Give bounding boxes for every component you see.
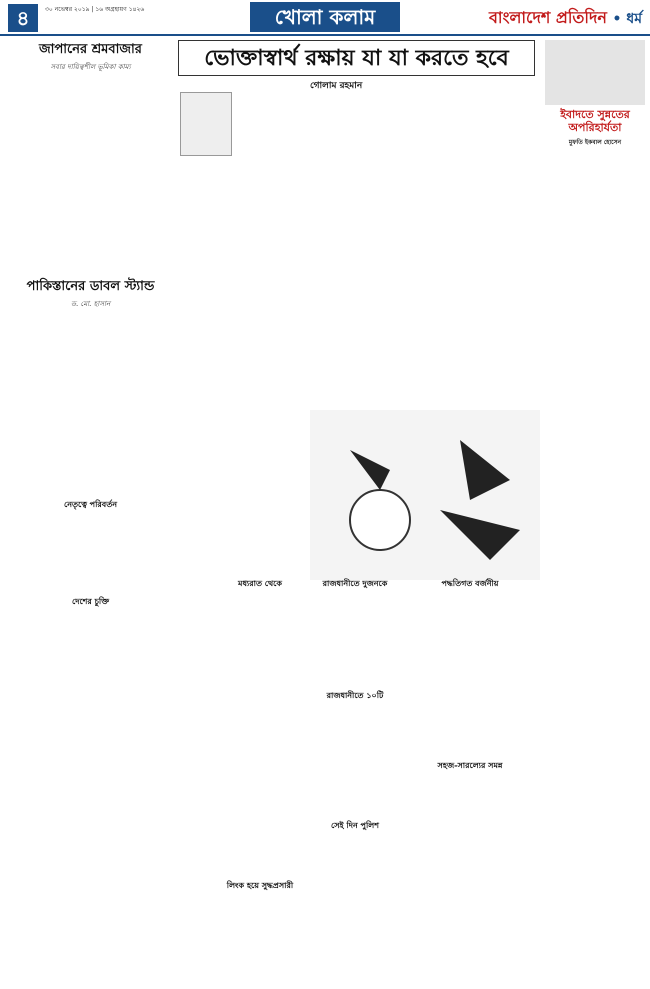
right-photo: [545, 40, 645, 105]
section-title: খোলা কলাম: [250, 2, 400, 32]
hands-illustration: [310, 410, 540, 580]
left-column: [8, 40, 173, 989]
page-header: [0, 0, 650, 36]
bottom-col5-title: সেই দিন পুলিশ: [331, 820, 379, 830]
bottom-col7-title: সহজ-সারল্যের সমন্ন: [437, 760, 503, 770]
article3-body: [8, 512, 173, 592]
article4-title: দেশের চুক্তি: [72, 596, 109, 606]
article2-subtitle: ড. মো. হাসান: [70, 300, 111, 308]
article1-body: [8, 76, 173, 271]
logo: [489, 5, 642, 32]
author-photo: [180, 92, 232, 156]
page-number: ৪: [8, 4, 38, 32]
article1-title: জাপানের শ্রমবাজার: [39, 42, 142, 57]
main-author: গোলাম রহমান: [310, 81, 363, 91]
illustration: [310, 410, 540, 580]
bottom-col4-title: রাজধানীতে ১০টি: [326, 690, 384, 700]
article2-body: [8, 313, 173, 493]
right-title: ইবাদতে সুন্নতের অপরিহার্যতা: [560, 108, 630, 134]
logo-main: বাংলাদেশ প্রতিদিন: [489, 8, 607, 27]
article4-body: [8, 609, 173, 989]
right-author: মুফতি ইকবাল হোসেন: [568, 139, 622, 146]
date-line: ৩০ নভেম্বর ২০১৯ | ১৬ অগ্রহায়ণ ১৪২৬: [45, 6, 145, 13]
bottom-col6-title: লিংক হয়ে সুদ্ধপ্রসারী: [226, 880, 294, 890]
article3-title: নেতৃত্বে পরিবর্তন: [63, 499, 118, 509]
logo-tag: • ধর্ম: [612, 11, 642, 27]
main-headline: ভোক্তাস্বার্থ রক্ষায় যা যা করতে হবে: [178, 40, 535, 76]
article2-title: পাকিস্তানের ডাবল স্ট্যান্ড: [26, 279, 155, 294]
bottom-col1-title: মধ্যরাত থেকে: [238, 578, 282, 588]
bottom-col2-title: রাজধানীতে দুজনকে: [322, 578, 388, 588]
bottom-col3-title: পদ্ধতিগত বর্জনীয়: [441, 578, 499, 588]
article1-subtitle: সবার দায়িত্বশীল ভূমিকা কাম্য: [50, 63, 131, 71]
